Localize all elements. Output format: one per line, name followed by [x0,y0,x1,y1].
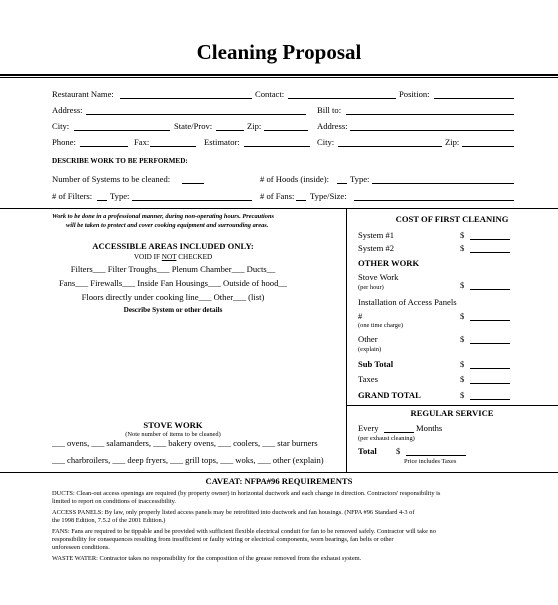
phone-field[interactable] [80,146,128,147]
estimator-field[interactable] [244,146,310,147]
stove-row-2[interactable]: ___ charbroilers, ___ deep fryers, ___ grill tops, ___ woks, ___ other (explain) [52,455,324,465]
months-label: Months [416,423,443,433]
type-size-label: Type/Size: [310,191,347,201]
other-field[interactable] [470,343,510,344]
zip2-field[interactable] [462,146,514,147]
system1-label: System #1 [358,230,395,240]
estimator-label: Estimator: [204,137,240,147]
ducts-line2: limited to report on conditions of inaccessibility. [52,498,177,505]
contact-label: Contact: [255,89,285,99]
city-label: City: [52,121,70,131]
installation-dollar: $ [460,311,465,321]
system1-dollar: $ [460,230,465,240]
stove-work-note: (Note number of items to be cleaned) [125,431,221,438]
address-field[interactable] [86,114,306,115]
city2-label: City: [317,137,335,147]
stove-work-field[interactable] [470,289,510,290]
accessible-areas-heading: ACCESSIBLE AREAS INCLUDED ONLY: [92,241,254,251]
void-note [0,253,346,261]
sub-total-label: Sub Total [358,359,394,369]
panels-line2: the 1998 Edition, 7.5.2 of the 2001 Edition.) [52,517,166,524]
num-filters-field[interactable] [97,200,107,201]
taxes-field[interactable] [470,383,510,384]
grand-total-dollar: $ [460,390,465,400]
regular-service-heading: REGULAR SERVICE [410,408,494,418]
void-not: NOT [161,253,177,261]
every-label: Every [358,423,379,433]
explain-label: (explain) [358,346,382,353]
void-prefix: VOID IF [133,253,162,261]
title-rule-top [0,74,558,76]
every-field[interactable] [384,432,414,433]
grand-total-field[interactable] [470,399,510,400]
void-suffix: CHECKED [176,253,213,261]
ducts-line1: DUCTS: Clean-out access openings are required (by property owner) in horizontal ductwork and each change in direction. Contractors' responsibility is [52,490,441,497]
num-fans-label: # of Fans: [260,191,295,201]
system2-label: System #2 [358,243,395,253]
other-label: Other [358,334,378,344]
position-field[interactable] [434,98,514,99]
state-prov-label: State/Prov: [174,121,213,131]
taxes-label: Taxes [358,374,378,384]
zip-label: Zip: [247,121,262,131]
areas-row-3[interactable]: Floors directly under cooking line___ Other___ (list) [81,292,265,302]
work-note-line1: Work to be done in a professional manner, during non-operating hours. Precautions [52,213,275,220]
address-label: Address: [52,105,83,115]
cost-heading: COST OF FIRST CLEANING [395,214,509,224]
num-systems-label: Number of Systems to be cleaned: [52,174,171,184]
address2-field[interactable] [350,130,514,131]
num-filters-label: # of Filters: [52,191,93,201]
bill-to-field[interactable] [346,114,514,115]
installation-label: Installation of Access Panels [358,297,457,307]
type1-field[interactable] [372,183,514,184]
num-fans-field[interactable] [296,200,306,201]
stove-work-dollar: $ [460,280,465,290]
num-hoods-label: # of Hoods (inside): [260,174,329,184]
fax-label: Fax: [134,137,150,147]
fax-field[interactable] [150,146,196,147]
stove-work-label: Stove Work [358,272,399,282]
restaurant-name-field[interactable] [120,98,252,99]
zip2-label: Zip: [445,137,460,147]
phone-label: Phone: [52,137,76,147]
page-title: Cleaning Proposal [196,40,362,64]
system1-field[interactable] [470,239,510,240]
other-dollar: $ [460,334,465,344]
taxes-dollar: $ [460,374,465,384]
waste-line1: WASTE WATER: Contractor takes no responsibility for the composition of the grease removed from the exhaust system. [52,555,362,562]
sub-total-field[interactable] [470,368,510,369]
state-prov-field[interactable] [216,130,244,131]
fans-line2: responsibility for consequences resulting from insufficient or faulty wiring or electrical components, worn bearings, fan belts or other [52,536,394,543]
contact-field[interactable] [288,98,396,99]
position-label: Position: [399,89,430,99]
other-work-heading: OTHER WORK [358,258,420,268]
city-field[interactable] [74,130,170,131]
zip-field[interactable] [264,130,308,131]
regular-service-rule [346,405,558,406]
per-exhaust-label: (per exhaust cleaning) [358,435,415,442]
type2-field[interactable] [132,200,252,201]
panels-line1: ACCESS PANELS: By law, only properly listed access panels may be retrofitted into ductwork and fan housings. (NFPA #96 Standard 4-3 of [52,509,415,516]
num-systems-field[interactable] [182,183,204,184]
describe-work-heading: DESCRIBE WORK TO BE PERFORMED: [52,157,188,165]
describe-system-label: Describe System or other details [123,306,223,314]
grand-total-label: GRAND TOTAL [358,390,421,400]
system2-field[interactable] [470,252,510,253]
panels-count-label: # [358,311,363,321]
num-hoods-field[interactable] [337,183,347,184]
system2-dollar: $ [460,243,465,253]
price-includes-taxes: Price includes Taxes [404,458,457,465]
areas-row-2[interactable]: Fans___ Firewalls___ Inside Fan Housings___ Outside of hood__ [59,278,287,288]
caveat-rule [0,472,558,473]
type2-label: Type: [110,191,130,201]
sub-total-dollar: $ [460,359,465,369]
stove-row-1[interactable]: ___ ovens, ___ salamanders, ___ bakery ovens, ___ coolers, ___ star burners [52,438,318,448]
per-hour-label: (per hour) [358,284,384,291]
type1-label: Type: [350,174,370,184]
installation-field[interactable] [470,320,510,321]
city2-field[interactable] [338,146,442,147]
areas-row-1[interactable]: Filters___ Filter Troughs___ Plenum Chamber___ Ducts__ [70,264,276,274]
title-rule-bottom [0,77,558,78]
fans-line3: unforeseen conditions. [52,544,110,551]
fans-line1: FANS: Fans are required to be tippable and be provided with sufficient flexible electrical conduit for fan to be removed safely. Contractor will take no [52,528,436,535]
one-time-label: (one time charge) [358,322,403,329]
restaurant-name-label: Restaurant Name: [52,89,114,99]
caveat-heading: CAVEAT: NFPA#96 REQUIREMENTS [205,476,353,486]
section-divider [0,208,558,209]
address2-label: Address: [317,121,348,131]
total-label: Total [358,446,377,456]
work-note-line2: will be taken to protect and cover cooking equipment and surrounding areas. [66,222,269,229]
total-field[interactable] [406,455,466,456]
stove-work-heading: STOVE WORK [143,420,203,430]
type-size-field[interactable] [354,200,514,201]
column-divider [346,208,347,472]
bill-to-label: Bill to: [317,105,342,115]
total-dollar: $ [396,446,401,456]
